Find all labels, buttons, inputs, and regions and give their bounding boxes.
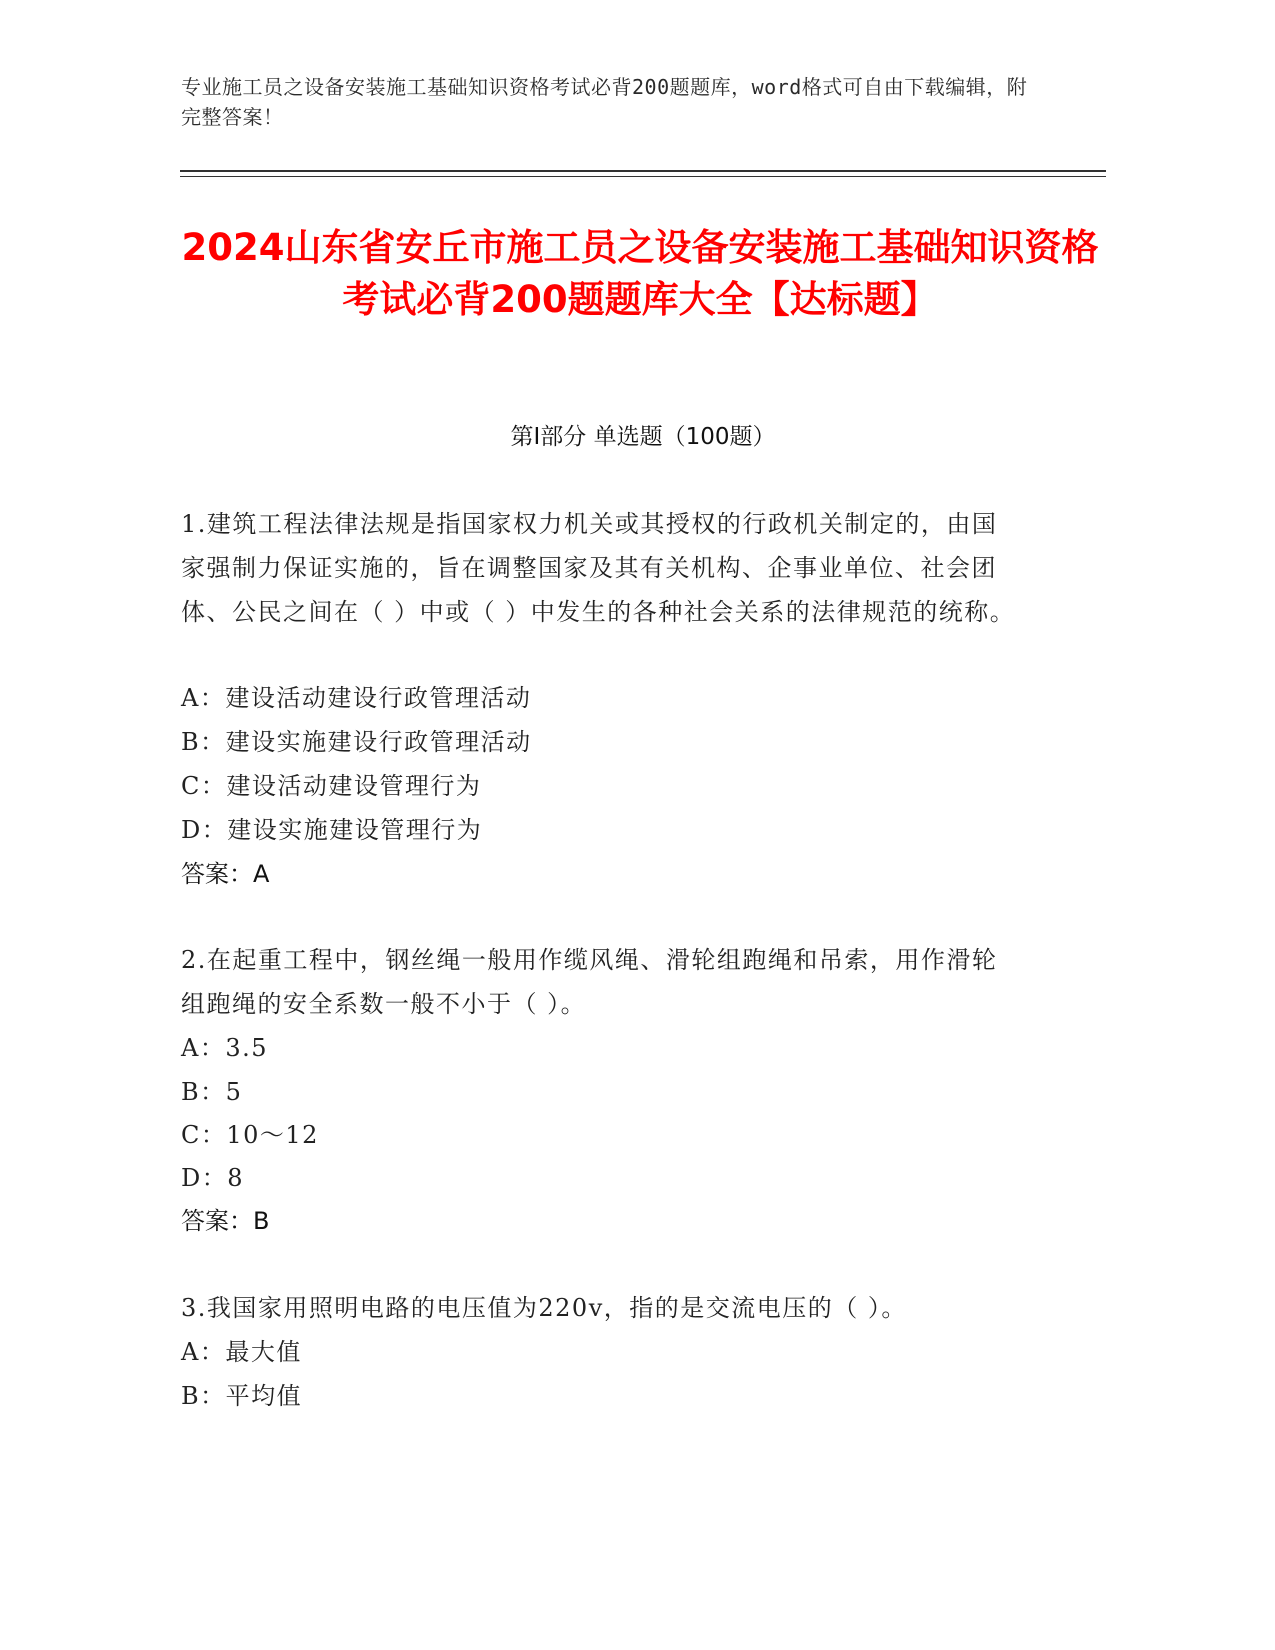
question-2-option-c: C：10～12 (181, 1121, 319, 1149)
question-2-answer: 答案：B (181, 1207, 270, 1235)
question-1-option-d: D：建设实施建设管理行为 (181, 816, 483, 844)
header-note: 专业施工员之设备安装施工基础知识资格考试必背200题题库，word格式可自由下载编辑，附完整答案！ (181, 75, 1028, 129)
document-title: 2024山东省安丘市施工员之设备安装施工基础知识资格考试必背200题题库大全【达标题】 (181, 226, 1099, 321)
question-1-option-b: B：建设实施建设行政管理活动 (181, 728, 532, 756)
question-2-option-a: A：3.5 (181, 1034, 268, 1062)
question-2-option-d: D：8 (181, 1164, 245, 1192)
header-rule-thick (180, 170, 1106, 172)
header-rule-thin (180, 176, 1106, 177)
section-title: 第I部分 单选题（100题） (510, 424, 776, 450)
question-3-option-b: B：平均值 (181, 1382, 303, 1410)
question-2-text: 2.在起重工程中，钢丝绳一般用作缆风绳、滑轮组跑绳和吊索，用作滑轮组跑绳的安全系数一般不小于（ ）。 (181, 946, 998, 1018)
question-1-answer: 答案：A (181, 860, 270, 888)
question-3-text: 3.我国家用照明电路的电压值为220v，指的是交流电压的（ ）。 (181, 1294, 907, 1322)
question-2-option-b: B：5 (181, 1078, 243, 1106)
question-1-option-c: C：建设活动建设管理行为 (181, 772, 482, 800)
question-1-text: 1.建筑工程法律法规是指国家权力机关或其授权的行政机关制定的，由国家强制力保证实施的，旨在调整国家及其有关机构、企事业单位、社会团体、公民之间在（ ）中或（ ）中发生的各种社会关系的法律规范的统称。 (181, 510, 1016, 626)
question-3-option-a: A：最大值 (181, 1338, 302, 1366)
question-1-option-a: A：建设活动建设行政管理活动 (181, 684, 532, 712)
